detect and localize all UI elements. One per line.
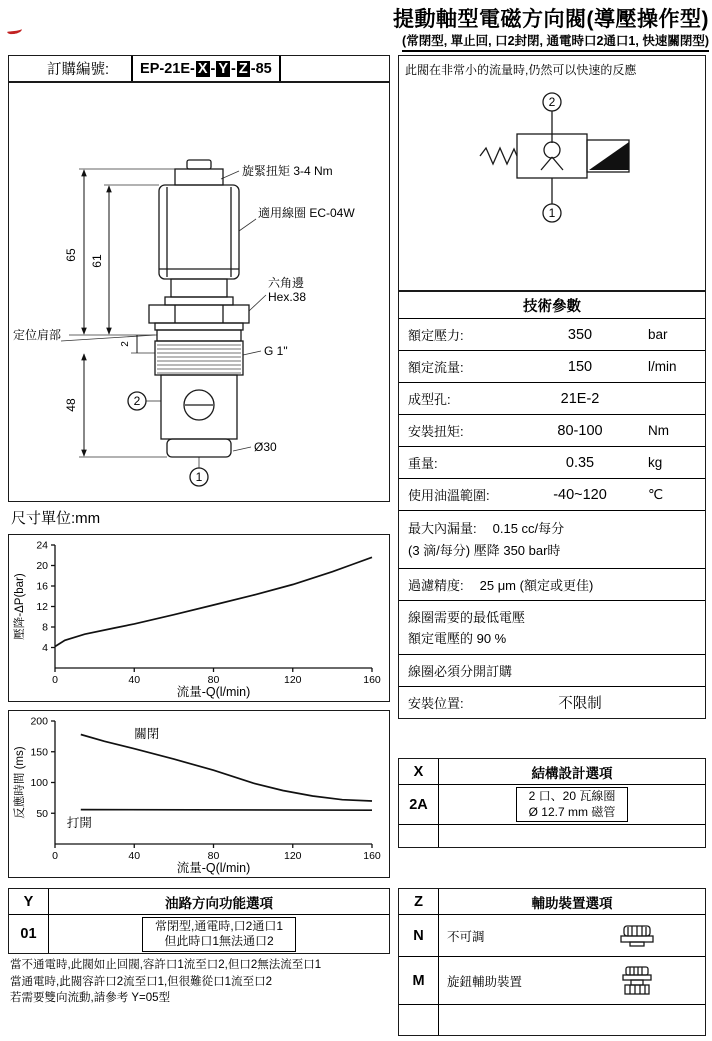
- tech-row-flow: [399, 350, 705, 382]
- tech-unit: bar: [648, 327, 668, 342]
- tech-label: 成型孔:: [408, 392, 451, 407]
- page-subtitle: (常閉型, 單止回, 口2封閉, 通電時口2通口1, 快速關閉型): [402, 31, 709, 52]
- order-code-suffix: -85: [250, 60, 272, 77]
- y-row-content: [49, 915, 389, 953]
- order-code-y: Y: [218, 60, 229, 77]
- y-table-header: [9, 889, 389, 915]
- y-row-inner-box: [142, 917, 296, 952]
- tech-row-leakage: [399, 510, 705, 568]
- order-code: [131, 56, 281, 81]
- coil-note: 適用線圈 EC-04W: [258, 206, 355, 220]
- response-time-chart-svg: [9, 711, 388, 876]
- filter-value: 25 μm (額定或更佳): [479, 578, 594, 593]
- hex-label: 六角邊: [268, 276, 305, 290]
- svg-text:打開: 打開: [66, 815, 92, 830]
- svg-text:120: 120: [283, 674, 302, 686]
- valve-drawing-svg: [9, 83, 388, 500]
- x-table-code: X: [399, 759, 439, 784]
- tech-row-weight: [399, 446, 705, 478]
- y-row-code: 01: [9, 915, 49, 953]
- dim-61: 61: [90, 254, 104, 268]
- tech-row-coil-order: [399, 654, 705, 686]
- y-table-code: Y: [9, 889, 49, 914]
- mount-label: 安裝位置:: [408, 696, 464, 711]
- valve-drawing-box: [8, 82, 390, 502]
- shoulder-label: 定位肩部: [13, 328, 62, 342]
- svg-text:150: 150: [30, 746, 48, 759]
- svg-text:160: 160: [363, 850, 381, 862]
- tech-label: 安裝扭矩:: [408, 424, 464, 439]
- z-row-n-label: 不可調: [447, 929, 485, 944]
- x-table-row-2a: [399, 785, 705, 825]
- tech-label: 額定流量:: [408, 360, 464, 375]
- diameter-label: Ø30: [254, 440, 277, 454]
- fixed-knob-icon: [619, 925, 655, 947]
- z-row-n-content: [439, 915, 705, 956]
- y-table-row-01: [9, 915, 389, 953]
- tech-row-torque: [399, 414, 705, 446]
- logo-mark: [7, 26, 23, 35]
- tech-label: 使用油溫範圍:: [408, 488, 490, 503]
- hydraulic-symbol-shapes: [480, 93, 629, 222]
- voltage-line1: 線圈需要的最低電壓: [408, 610, 526, 625]
- y-table-title: 油路方向功能選項: [165, 895, 273, 911]
- svg-text:8: 8: [42, 621, 48, 634]
- svg-text:160: 160: [363, 674, 381, 686]
- tech-label: 額定壓力:: [408, 328, 464, 343]
- svg-text:流量-Q(l/min): 流量-Q(l/min): [176, 861, 251, 875]
- tech-value: 150: [567, 358, 593, 375]
- valve-body-shape: [128, 160, 249, 486]
- torque-note: 旋緊扭矩 3-4 Nm: [242, 164, 333, 178]
- z-table-empty-row: [399, 1005, 705, 1035]
- symbol-note-box: [398, 55, 706, 291]
- pressure-drop-chart-svg: [9, 535, 388, 700]
- extension-and-leader-lines: [61, 169, 266, 468]
- z-row-n-code: N: [399, 915, 439, 956]
- z-table-code: Z: [399, 889, 439, 914]
- svg-text:80: 80: [207, 850, 220, 862]
- page-title: 提動軸型電磁方向閥(導壓操作型): [393, 8, 709, 31]
- tech-value: -40~120: [553, 486, 607, 503]
- svg-text:20: 20: [36, 560, 48, 572]
- y-note-line: 當通電時,此閥容許口2流至口1,但很難從口1流至口2: [10, 975, 272, 988]
- coil-order-note: 線圈必須分開訂購: [408, 664, 513, 679]
- x-row-line1: 2 口、20 瓦線圈: [528, 789, 616, 803]
- tech-value: 350: [567, 326, 593, 343]
- order-number-label: 訂購編號:: [47, 62, 110, 78]
- z-table-header: [399, 889, 705, 915]
- x-table-title: 結構設計選項: [531, 765, 613, 781]
- z-row-m-content: [439, 957, 705, 1004]
- y-note-line: 當不通電時,此閥如止回閥,容許口1流至口2,但口2無法流至口1: [10, 959, 322, 971]
- leak-line1: [408, 518, 696, 540]
- voltage-line2: 額定電壓的 90 %: [408, 631, 507, 646]
- svg-text:50: 50: [36, 807, 48, 820]
- svg-text:24: 24: [36, 539, 48, 552]
- tech-unit: Nm: [648, 423, 669, 438]
- leak-note: (3 滴/每分) 壓降 350 bar時: [408, 543, 561, 558]
- hex-value: Hex.38: [268, 290, 307, 304]
- svg-text:200: 200: [30, 715, 48, 728]
- z-row-m-code: M: [399, 957, 439, 1004]
- dimension-lines: [84, 170, 137, 456]
- tech-unit: ℃: [648, 486, 664, 502]
- adjust-knob-icon: [619, 966, 655, 996]
- svg-text:80: 80: [207, 674, 220, 686]
- tech-row-oil-temp: [399, 478, 705, 510]
- svg-text:關閉: 關閉: [134, 727, 160, 742]
- order-code-prefix: EP-21E-: [140, 60, 195, 77]
- y-row-line1: 常閉型,通電時,口2通口1: [154, 918, 284, 933]
- tech-unit: kg: [648, 455, 663, 470]
- dim-2: 2: [120, 341, 131, 347]
- order-code-sep1: -: [210, 60, 216, 77]
- tech-row-voltage: [399, 600, 705, 654]
- y-note-line: 若需要雙向流動,請參考 Y=05型: [10, 992, 171, 1004]
- leak-value: 0.15 cc/每分: [492, 521, 565, 536]
- x-row-content: [439, 785, 705, 824]
- y-row-line2: 但此時口1無法通口2: [164, 934, 274, 948]
- z-option-table: [398, 888, 706, 1036]
- leak-label: 最大內漏量:: [408, 521, 477, 536]
- tech-params-table: [398, 291, 706, 719]
- mount-value: 不限制: [558, 696, 602, 712]
- y-option-notes: [10, 957, 398, 1007]
- svg-text:壓降-ΔP(bar): 壓降-ΔP(bar): [14, 573, 26, 640]
- tech-row-pressure: [399, 318, 705, 350]
- tech-row-mounting: [399, 686, 705, 718]
- x-option-table: [398, 758, 706, 848]
- drawing-port1: 1: [195, 470, 203, 484]
- z-table-title: 輔助裝置選項: [531, 895, 613, 911]
- svg-text:0: 0: [52, 850, 58, 862]
- filter-label: 過濾精度:: [408, 578, 464, 593]
- tech-value: 0.35: [565, 454, 595, 471]
- y-option-table: [8, 888, 390, 954]
- svg-text:100: 100: [30, 777, 48, 789]
- tech-params-title: 技術參數: [523, 298, 581, 315]
- svg-text:40: 40: [128, 850, 141, 862]
- thread-label: G 1": [264, 344, 288, 358]
- order-code-sep2: -: [231, 60, 236, 77]
- tech-label: 重量:: [408, 456, 438, 471]
- order-number-row: [8, 55, 390, 82]
- thread-hatch: [157, 345, 241, 373]
- z-table-row-m: [399, 957, 705, 1005]
- svg-text:16: 16: [36, 580, 48, 593]
- tech-row-cavity: [399, 382, 705, 414]
- x-table-empty-row: [399, 825, 705, 847]
- drawing-port2: 2: [133, 394, 141, 408]
- z-row-m-label: 旋鈕輔助裝置: [447, 974, 523, 989]
- tech-row-filtration: [399, 568, 705, 600]
- dim-48: 48: [64, 398, 78, 412]
- svg-text:12: 12: [36, 601, 48, 613]
- tech-value: 80-100: [557, 422, 603, 439]
- dimension-unit-note: 尺寸單位:mm: [11, 510, 101, 527]
- hydraulic-symbol-wrap: [402, 86, 702, 256]
- pressure-drop-chart: [8, 534, 390, 702]
- svg-text:40: 40: [128, 674, 141, 686]
- svg-text:4: 4: [42, 642, 48, 654]
- tech-value: 21E-2: [560, 390, 600, 407]
- x-row-inner-box: [516, 787, 629, 822]
- x-row-code: 2A: [399, 785, 439, 824]
- svg-text:0: 0: [52, 674, 58, 686]
- x-row-line2: Ø 12.7 mm 磁管: [528, 804, 616, 819]
- z-table-row-n: [399, 915, 705, 957]
- fast-response-note: 此閥在非常小的流量時,仍然可以快速的反應: [405, 63, 637, 77]
- svg-text:120: 120: [283, 850, 302, 862]
- symbol-port2: 2: [548, 95, 556, 109]
- svg-text:流量-Q(l/min): 流量-Q(l/min): [176, 685, 251, 699]
- svg-text:反應時間 (ms): 反應時間 (ms): [14, 746, 26, 819]
- order-code-x: X: [197, 60, 208, 77]
- response-time-chart: [8, 710, 390, 878]
- order-code-z: Z: [238, 60, 248, 77]
- symbol-port1: 1: [548, 206, 556, 220]
- x-table-header: [399, 759, 705, 785]
- tech-unit: l/min: [648, 359, 677, 374]
- dim-65: 65: [64, 248, 78, 262]
- hydraulic-symbol: [402, 86, 702, 256]
